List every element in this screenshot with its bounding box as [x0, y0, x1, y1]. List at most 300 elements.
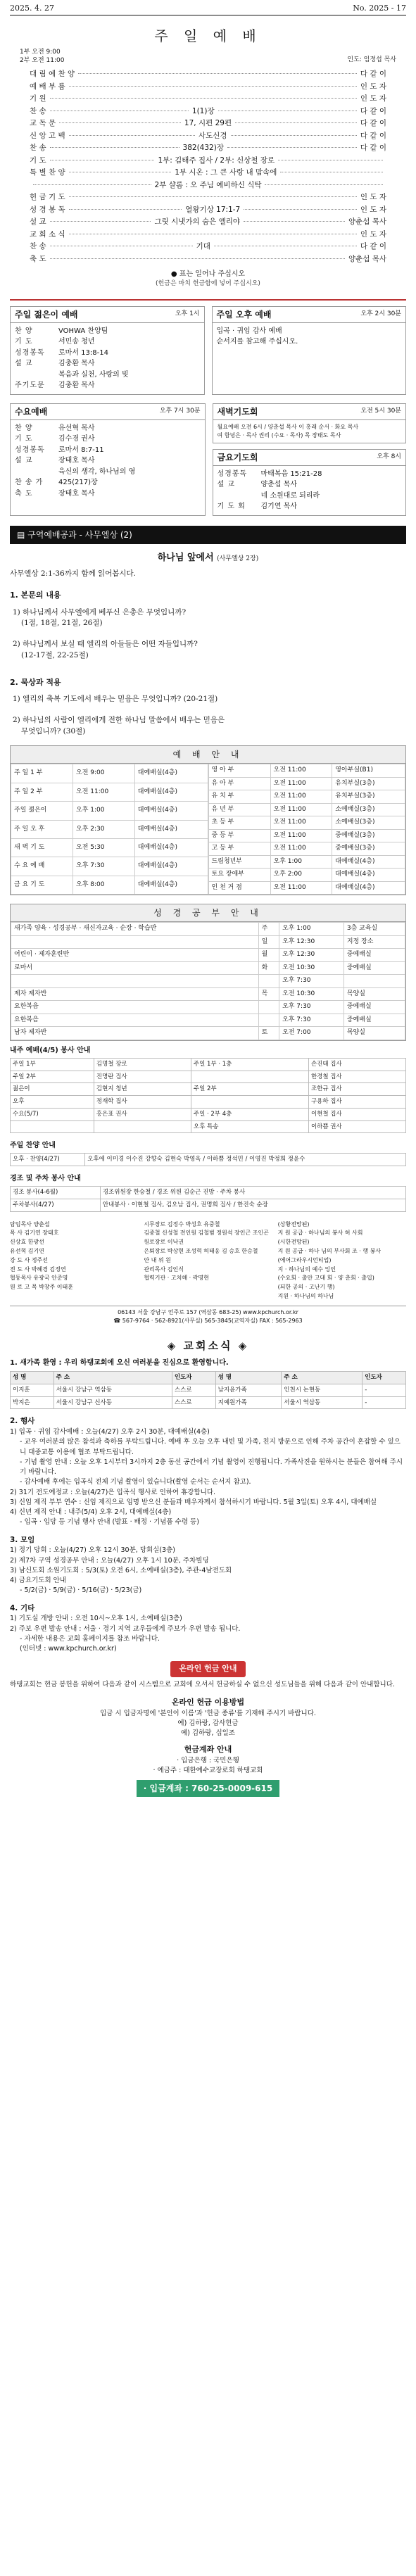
program-role: 찬 양	[15, 424, 33, 432]
order-dots	[50, 221, 151, 222]
afternoon-service-time: 오후 2시 30분	[360, 310, 401, 318]
table-cell	[191, 1096, 308, 1109]
example-line: 예) 김하랑, 감사헌금	[177, 1719, 239, 1727]
staff-directory	[10, 1220, 406, 1301]
order-item	[30, 94, 386, 106]
guide-row	[208, 842, 405, 856]
table-cell: 고 등 부	[208, 842, 270, 856]
table-cell: 인 천 거 점	[208, 881, 270, 895]
table-cell: 대예배실(4층)	[332, 855, 405, 869]
order-item-detail: 열왕기상 17:1-7	[185, 205, 241, 214]
worship-guide-tables	[11, 764, 405, 895]
program-row	[218, 491, 402, 502]
table-cell: 화	[258, 961, 279, 975]
young-service-box	[10, 306, 205, 395]
dawn-service-title: 새벽기도회	[217, 406, 258, 417]
order-item-detail: 1(1)장	[191, 106, 215, 115]
order-item-leader: 인 도 자	[360, 205, 387, 214]
program-value: 복음과 실천, 사랑의 빚	[58, 370, 129, 379]
table-cell: 지정 장소	[343, 935, 405, 949]
program-role: 성경봉독	[217, 469, 248, 478]
table-cell: 수요(5/7)	[11, 1108, 94, 1120]
question-line: 무엇입니까? (30절)	[21, 726, 86, 735]
table-cell: 경조 봉사(4-6월)	[11, 1187, 101, 1199]
staff-line: 신상효 한광선	[10, 1239, 44, 1246]
wednesday-service-time: 오후 7시 30분	[159, 408, 201, 415]
order-item-leader: 다 같 이	[360, 131, 386, 140]
guide-row	[11, 838, 208, 857]
table-cell: 서울시 역삼동	[282, 1396, 363, 1409]
table-cell: 이지훈	[11, 1384, 54, 1396]
table-cell: 중예배실(3층)	[332, 842, 405, 856]
table-cell: 오후에 이미경 이수진 강향숙 김현숙 박영옥 / 이하쁨 정석민 / 이영진 박정희 정윤수	[85, 1154, 406, 1166]
order-dots	[235, 122, 357, 123]
study-table	[11, 922, 405, 1040]
table-cell: 오후	[11, 1096, 94, 1109]
program-value: 로마서 13:8-14	[58, 348, 108, 357]
order-item	[30, 229, 386, 242]
table-cell: 목양실	[343, 987, 405, 1001]
table-cell	[343, 975, 405, 988]
program-value: 육신의 생각, 하나님의 영	[58, 467, 136, 476]
order-item	[30, 69, 386, 82]
news-line: - 기념 촬영 안내 : 오늘 오후 1시부터 3시까지 2층 동선 공간에서 기념 촬영이 진행됩니다. 가족사진을 원하시는 분들은 참여해 주시기 바랍니다.	[20, 1458, 403, 1477]
lesson-title	[10, 551, 406, 565]
staff-line: 목 사 김기연 장태호	[10, 1230, 59, 1237]
online-offering-pill: 온라인 헌금 안내	[170, 1661, 245, 1677]
table-cell: 대예배실(4층)	[332, 881, 405, 895]
order-item-leader: 인 도 자	[360, 229, 386, 239]
program-value: 김기연 목사	[260, 503, 297, 511]
table-cell: 조한규 집사	[308, 1083, 405, 1096]
table-cell: 주일 젊은이	[11, 802, 73, 820]
table-cell: 금 요 기 도	[11, 876, 73, 894]
study-row	[11, 935, 405, 949]
service-leader: 인도: 임정섭 목사	[347, 56, 396, 63]
order-item	[30, 217, 386, 229]
order-item-title: 교 회 소 식	[30, 229, 65, 239]
guide-row	[208, 869, 405, 882]
study-guide	[10, 904, 406, 1041]
table-cell: 대예배실(4층)	[134, 764, 208, 783]
lesson-questions-2	[10, 694, 406, 737]
table-cell: 주 일 오 후	[11, 820, 73, 838]
table-cell: 주일 2부	[11, 1071, 94, 1083]
order-note-offering: (헌금은 마치 헌금함에 넣어 주십시오)	[156, 280, 260, 288]
guide-row	[208, 803, 405, 816]
order-item-title: 성 경 봉 독	[30, 205, 65, 214]
special-title: 주일 찬양 안내	[10, 1142, 56, 1150]
afternoon-line: 순서지를 참고해 주십시오.	[216, 337, 298, 346]
order-item-leader: 인 도 자	[360, 193, 386, 202]
special-table	[10, 1153, 406, 1166]
service-time-1: 1부 오전 9:00	[20, 49, 61, 56]
service-info	[10, 48, 406, 65]
program-row	[15, 326, 200, 337]
order-item-detail: 1부 시온 : 그 큰 사랑 내 맘속에	[175, 168, 277, 177]
order-dots	[265, 184, 383, 185]
guide-row	[11, 764, 208, 783]
table-cell: 수 요 예 배	[11, 857, 73, 876]
table-cell: 새가족 양육 · 성경공부 · 새신자교육 · 순장 · 학습반	[11, 923, 259, 936]
table-cell: 오전 11:00	[270, 803, 332, 816]
table-cell: 유 년 부	[208, 803, 270, 816]
table-cell: 오후 12:30	[279, 935, 344, 949]
order-item	[30, 131, 386, 144]
order-item	[30, 180, 386, 193]
table-cell: 진명란 집사	[94, 1071, 191, 1083]
order-dots	[244, 209, 357, 210]
visitors-header-row	[11, 1372, 406, 1384]
program-role	[218, 491, 261, 502]
program-value: 유선혁 목사	[58, 424, 95, 432]
table-cell: 오후 7:30	[73, 857, 135, 876]
table-cell: 서울시 강남구 역삼동	[53, 1384, 172, 1396]
servant-row	[11, 1058, 406, 1071]
guide-row	[208, 777, 405, 790]
staff-line: (되한 공의 · 고난기 행)	[277, 1284, 335, 1291]
order-item-detail: 사도신경	[198, 131, 227, 140]
table-cell: 유 치 부	[208, 790, 270, 804]
program-row	[15, 477, 201, 488]
program-role: 설 교	[15, 457, 33, 465]
table-cell: 드림청년부	[208, 855, 270, 869]
program-row	[15, 336, 200, 348]
table-cell: 토	[258, 1027, 279, 1040]
guide-row	[11, 820, 208, 838]
table-cell: 스스로	[172, 1396, 215, 1409]
staff-line: (수요회 · 출안 고대 회 · 양 춘회 · 출입)	[277, 1275, 374, 1282]
staff-line: 지 원 공급 · 하나님의 봉사 허 사회	[277, 1230, 363, 1237]
table-cell: 오전 10:30	[279, 987, 344, 1001]
church-address: 06143 서울 강남구 언주로 157 (역삼동 683-25) www.kpchurch.or.kr	[10, 1306, 406, 1317]
table-cell: 오후 1:00	[73, 802, 135, 820]
online-offering-desc: 하탱교회는 현금 봉헌을 위하여 다음과 같이 시스템으로 교회에 오셔서 헌금하실 수 없으신 성도님들을 위해 다음과 같이 안내합니다.	[10, 1680, 395, 1688]
table-cell: 경조위원장 한승철 / 경조 위원 김순근 진방 · 주차 봉사	[100, 1187, 405, 1199]
table-cell	[258, 975, 279, 988]
table-cell: 오후 1:00	[279, 923, 344, 936]
order-item	[30, 118, 386, 131]
wednesday-service-title: 수요예배	[15, 406, 48, 417]
order-item-leader: 다 같 이	[360, 70, 386, 79]
order-item-title: 찬 송	[30, 106, 46, 115]
table-cell: 소예배실(3층)	[332, 803, 405, 816]
staff-column	[278, 1220, 406, 1301]
order-dots	[69, 209, 182, 210]
table-cell	[191, 1071, 308, 1083]
program-role: 주기도문	[15, 381, 45, 390]
table-cell: 오후 · 찬양(4/27)	[11, 1154, 85, 1166]
table-cell: 주차봉사(4/27)	[11, 1199, 101, 1211]
staff-line: 은퇴장로 박상현 조성혁 허태웅 김 승호 한승철	[144, 1247, 258, 1254]
program-value: 양춘섭 목사	[260, 481, 297, 489]
diamond-icon: ◈	[167, 1339, 178, 1352]
table-cell	[11, 935, 259, 949]
order-item-title: 기 도	[30, 156, 46, 165]
order-item-detail: 1부: 김태주 집사 / 2부: 신상철 장로	[158, 156, 275, 165]
program-row	[15, 434, 201, 445]
order-dots	[33, 184, 151, 185]
order-dots	[244, 221, 345, 222]
table-cell: 목양실	[343, 1027, 405, 1040]
program-row	[15, 445, 201, 456]
worship-guide-title: 예 배 안 내	[11, 746, 405, 764]
dawn-line: 여 함녕은 · 목사 권리 (수요 · 목사) 목 장태도 목사	[217, 431, 341, 438]
order-item	[30, 106, 386, 119]
visitors-header-cell: 인도자	[172, 1372, 215, 1384]
order-item-leader: 양춘섭 목사	[348, 217, 386, 227]
table-cell: 토요 장애부	[208, 869, 270, 882]
table-cell: 요한복음	[11, 1001, 259, 1014]
table-cell: 이현철 집사	[308, 1108, 405, 1120]
friday-service-body	[213, 466, 406, 515]
table-cell: 젊은이	[11, 1083, 94, 1096]
program-row	[15, 455, 201, 467]
staff-line: 원 로 고 목 박창주 이태훈	[10, 1284, 73, 1291]
study-row	[11, 961, 405, 975]
order-item-title: 신 앙 고 백	[30, 131, 65, 140]
account-holder: · 예금주 : 대한예수교장로회 하탱교회	[153, 1767, 263, 1775]
news-line: 3) 신임 제직 부부 연수 : 신임 제직으로 임명 받으신 분들과 배우자께서 참석하시기 바랍니다. 5월 3일(토) 오후 4시, 대예배실	[10, 1498, 377, 1506]
lesson-banner-text: 구역예배공과 - 사무엘상 (2)	[27, 529, 132, 540]
dawn-service-time: 오전 5시 30분	[360, 408, 401, 415]
table-cell: 안내봉사 · 이현철 집사, 김오남 집사, 권명희 집사 / 한진숙 순장	[100, 1199, 405, 1211]
table-cell	[11, 1120, 94, 1133]
table-cell	[258, 1001, 279, 1014]
visitors-header-cell: 성 명	[215, 1372, 282, 1384]
lesson-questions-1	[10, 607, 406, 662]
program-role: 설 교	[15, 360, 33, 368]
table-cell: 정재학 집사	[94, 1096, 191, 1109]
order-dots	[69, 86, 357, 87]
order-item-leader: 인 도 자	[360, 82, 386, 91]
staff-line: 지원 · 하나님의 하나님	[277, 1292, 334, 1299]
servants-table	[10, 1058, 406, 1134]
lesson-subtitle: (사무엘상 2장)	[217, 555, 259, 562]
guide-table-main	[11, 764, 208, 895]
order-item-title: 설 교	[30, 217, 46, 227]
weekday-services-row	[10, 403, 406, 516]
order-item-title: 대 림 예 찬 양	[30, 70, 75, 79]
committee-title: 경조 및 주차 봉사 안내	[10, 1175, 81, 1183]
young-service-title: 주일 젊은이 예배	[15, 309, 78, 320]
program-value: 김충환 목사	[58, 360, 95, 368]
question-line: (1절, 18절, 21절, 26절)	[21, 619, 103, 628]
program-role: 기 도	[15, 338, 33, 346]
table-cell: 초 등 부	[208, 816, 270, 830]
guide-row	[11, 802, 208, 820]
order-item-leader: 양춘섭 목사	[348, 254, 386, 263]
question-line: 2) 하나님의 사람이 엘리에게 전한 하나님 말씀에서 배우는 믿음은	[13, 715, 225, 724]
special-row	[11, 1154, 406, 1166]
table-cell: 한경철 집사	[308, 1071, 405, 1083]
committee-table	[10, 1186, 406, 1212]
order-item-detail: 그릿 시냇가의 숨은 엘리야	[154, 217, 241, 227]
staff-line: 지 원 공급 · 하나 님의 부사회 조 · 행 봉사	[277, 1247, 382, 1254]
table-cell: 주일 1부	[11, 1058, 94, 1071]
news-line: 2) 제7차 구역 성경공부 안내 : 오늘(4/27) 오후 1시 10분, 주차빌딩	[10, 1556, 209, 1565]
news-title	[10, 1338, 406, 1354]
lesson-heading-1: 1. 본문의 내용	[10, 591, 61, 600]
servant-row	[11, 1071, 406, 1083]
news-title-text: 교회소식	[183, 1339, 233, 1352]
order-dots	[231, 135, 357, 136]
guide-row	[11, 876, 208, 894]
order-dots	[50, 147, 179, 148]
dawn-friday-column	[213, 403, 407, 516]
program-role	[15, 370, 58, 381]
visitors-header-cell: 주 소	[53, 1372, 172, 1384]
table-cell: 유치부실(3층)	[332, 790, 405, 804]
program-row	[218, 479, 402, 491]
section-divider	[10, 299, 406, 301]
program-role	[15, 467, 58, 478]
table-cell: 오후 2:00	[270, 869, 332, 882]
committee-row	[11, 1199, 406, 1211]
welcome-line: 1. 새가족 환영 : 우리 하탱교회에 오신 여러분을 진심으로 환영합니다.	[10, 1359, 229, 1368]
table-cell: 오후 2:30	[73, 820, 135, 838]
diamond-icon: ◈	[238, 1339, 249, 1352]
table-cell: 오전 11:00	[73, 783, 135, 801]
sunday-services-row	[10, 306, 406, 395]
program-row	[15, 348, 200, 359]
program-row	[15, 423, 201, 434]
question-line: 1) 하나님께서 사무엘에게 베푸신 은총은 무엇입니까?	[13, 607, 187, 617]
how-to-title: 온라인 헌금 이용방법	[171, 1698, 245, 1707]
table-cell: 대예배실(4층)	[134, 838, 208, 857]
table-cell	[258, 1014, 279, 1027]
program-row	[15, 488, 201, 500]
staff-column	[10, 1220, 138, 1301]
program-value: 김수경 권사	[58, 435, 95, 443]
order-dots	[50, 98, 357, 99]
table-cell: 홍은표 권사	[94, 1108, 191, 1120]
friday-service-title: 금요기도회	[217, 452, 258, 462]
program-role: 축 도	[15, 489, 33, 498]
staff-line: 유선혁 김기연	[10, 1247, 44, 1254]
table-cell: 요한복음	[11, 1014, 259, 1027]
news-line: 1) 정기 당회 : 오늘(4/27) 오후 12시 30분, 당회실(3층)	[10, 1546, 175, 1555]
news-line: 1) 기도실 개방 안내 : 오전 10시~오후 1시, 소예배실(3층)	[10, 1615, 182, 1623]
table-cell: 오전 11:00	[270, 777, 332, 790]
order-item-title: 찬 송	[30, 242, 46, 251]
wednesday-service-body	[11, 420, 205, 503]
young-service-time: 오후 1시	[175, 310, 200, 318]
table-cell: 이하쁨 권사	[308, 1120, 405, 1133]
program-value: 425(217)장	[58, 479, 98, 487]
table-cell: 유 아 부	[208, 777, 270, 790]
table-cell: 로마서	[11, 961, 259, 975]
table-cell: 서울시 강남구 신사동	[53, 1396, 172, 1409]
program-row	[218, 501, 402, 512]
dawn-line: 월요예배 오전 6시 / 양춘섭 목사 이 홍래 순서 · 화요 목사	[217, 423, 359, 430]
study-row	[11, 987, 405, 1001]
table-cell: 오전 11:00	[270, 881, 332, 895]
table-cell: 중예배실	[343, 949, 405, 962]
table-cell: 새 벽 기 도	[11, 838, 73, 857]
program-row	[218, 469, 402, 480]
program-row	[15, 370, 200, 381]
staff-line: 지 · 하나님의 예수 잉인	[277, 1265, 336, 1273]
news-line: - 감사예배 후에는 입곡식 전체 기념 촬영이 있습니다(촬영 순서는 순서지 참고).	[20, 1478, 251, 1486]
table-cell: 오전 9:00	[73, 764, 135, 783]
news-line: - 자세한 내용은 교회 홈페이지를 참조 바랍니다.	[20, 1634, 160, 1643]
staff-column	[144, 1220, 272, 1301]
order-note-stand: ● 표는 일어나 주십시오	[170, 270, 246, 279]
table-cell: 주일 · 2부 4층	[191, 1108, 308, 1120]
order-notes	[30, 269, 386, 289]
friday-service-box	[213, 449, 407, 516]
guide-row	[208, 855, 405, 869]
visitors-header-cell: 성 명	[11, 1372, 54, 1384]
program-value: 로마서 8:7-11	[58, 446, 104, 454]
table-cell: 주일 1부 · 1층	[191, 1058, 308, 1071]
visitors-header-cell: 인도자	[363, 1372, 406, 1384]
table-cell: 오후 12:30	[279, 949, 344, 962]
order-item-leader: 다 같 이	[360, 106, 386, 115]
table-cell: 오전 11:00	[270, 842, 332, 856]
table-cell	[94, 1120, 191, 1133]
study-row	[11, 923, 405, 936]
servants-title: 내주 예배(4/5) 봉사 안내	[10, 1046, 91, 1054]
order-item	[30, 192, 386, 205]
table-cell: 중예배실(3층)	[332, 829, 405, 842]
program-role: 찬 송 가	[15, 479, 44, 487]
table-cell: 목	[258, 987, 279, 1001]
program-row	[15, 380, 200, 391]
how-to-desc: 입금 시 입금자명에 '본인이 이름'과 '헌금 종류'를 기재해 주시기 바랍니다.	[100, 1709, 316, 1717]
table-cell: 중예배실	[343, 1014, 405, 1027]
study-row	[11, 975, 405, 988]
table-cell: 지예원가족	[215, 1396, 282, 1409]
table-cell: 주	[258, 923, 279, 936]
study-row	[11, 1014, 405, 1027]
question-line: 2) 하나님께서 보실 때 엘리의 아들들은 어떤 자들입니까?	[13, 640, 198, 649]
table-cell: 주 일 2 부	[11, 783, 73, 801]
bulletin-date: 2025. 4. 27	[10, 4, 54, 13]
table-cell: 대예배실(4층)	[332, 869, 405, 882]
table-cell: 스스로	[172, 1384, 215, 1396]
visitor-row	[11, 1384, 406, 1396]
order-item	[30, 156, 386, 168]
servant-row	[11, 1120, 406, 1133]
table-cell: 주일 2부	[191, 1083, 308, 1096]
guide-row	[208, 829, 405, 842]
table-cell: 대예배실(4층)	[134, 802, 208, 820]
table-cell: 오후 특송	[191, 1120, 308, 1133]
lesson-title-text: 하나님 앞에서	[157, 552, 214, 563]
staff-line: 담임목사 양춘섭	[10, 1220, 50, 1227]
servant-row	[11, 1096, 406, 1109]
staff-line: 협동목사 유광국 안준영	[10, 1275, 68, 1282]
table-cell: 박지은	[11, 1396, 54, 1409]
order-item	[30, 254, 386, 267]
news-line: - 5/2(금) · 5/9(금) · 5/16(금) · 5/23(금)	[20, 1586, 142, 1595]
news-section-etc: 4. 기타	[10, 1603, 35, 1612]
order-dots	[69, 196, 357, 197]
table-cell: 오전 7:00	[279, 1027, 344, 1040]
table-cell: 오후 7:30	[279, 975, 344, 988]
table-cell: 대예배실(4층)	[134, 820, 208, 838]
order-dots	[59, 122, 181, 123]
table-cell: 대예배실(4층)	[134, 876, 208, 894]
worship-guide	[10, 745, 406, 895]
news-section-events: 2. 행사	[10, 1417, 35, 1426]
afternoon-service-body	[213, 323, 406, 350]
order-item-title: 예 배 부 름	[30, 82, 65, 91]
staff-line: 관리목사 김인식	[144, 1265, 184, 1273]
program-role: 설 교	[217, 481, 235, 489]
